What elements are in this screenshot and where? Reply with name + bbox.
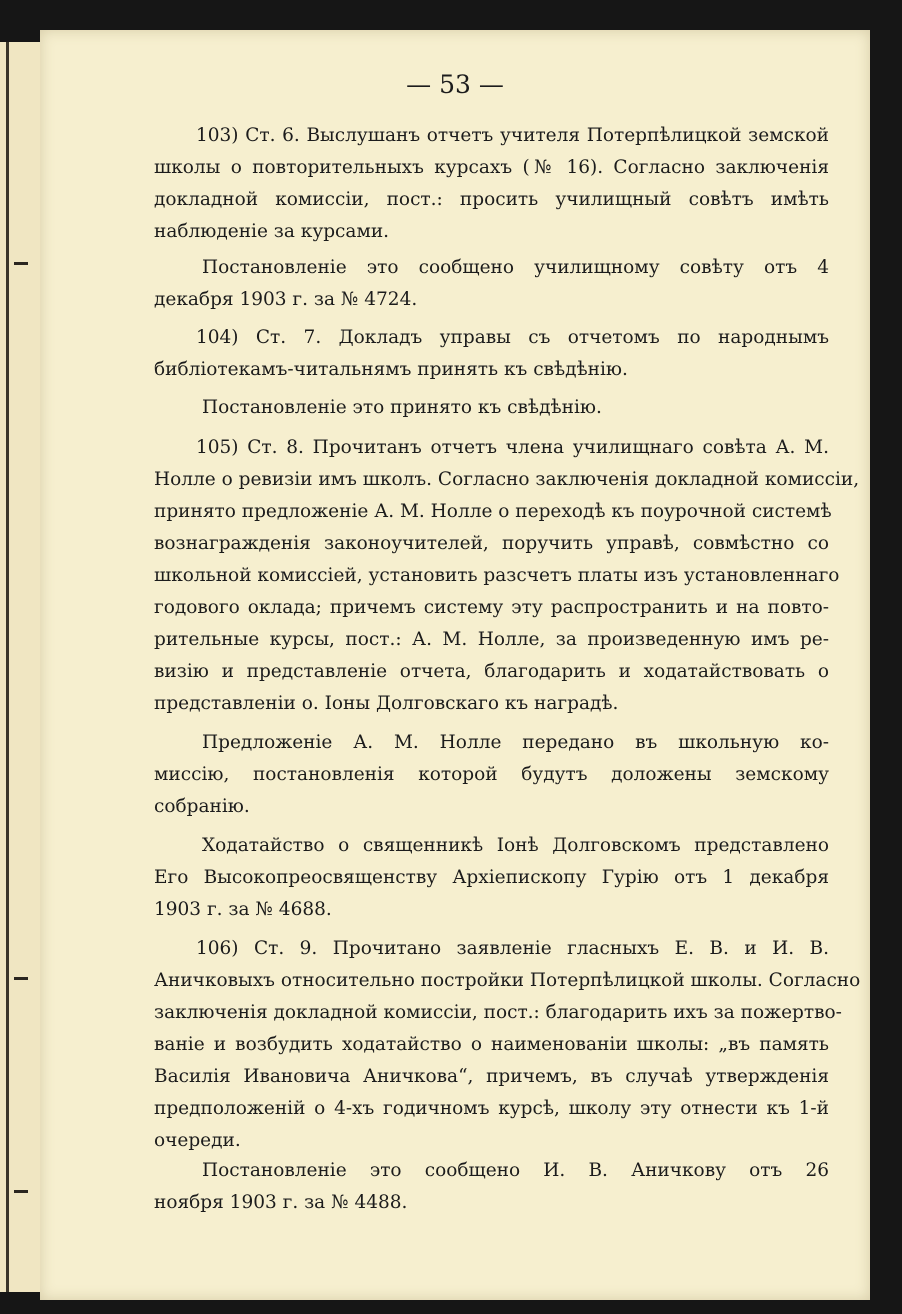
resolution-note	[154, 252, 829, 316]
text-line: очереди.	[154, 1130, 241, 1151]
text-line: заключенія докладной комиссіи, пост.: благодарить ихъ за пожертво-	[154, 1002, 842, 1023]
page-number: — 53 —	[406, 70, 504, 99]
resolution-note	[154, 1155, 829, 1219]
text-line: докладной комиссіи, пост.: просить училищный совѣтъ имѣть	[154, 189, 829, 210]
text-line: Нолле о ревизіи имъ школъ. Согласно заключенія докладной комиссіи,	[154, 469, 860, 490]
paragraph-103	[154, 120, 829, 248]
page-spine	[6, 42, 9, 1292]
text-line: ноября 1903 г. за № 4488.	[154, 1192, 408, 1213]
facing-page-edge	[0, 42, 41, 1292]
text-line: Ходатайство о священникѣ Іонѣ Долговскомъ представлено	[202, 835, 829, 856]
text-line: рительные курсы, пост.: А. М. Нолле, за произведенную имъ ре-	[154, 629, 829, 650]
paragraph-106	[154, 933, 861, 1157]
text-line: Его Высокопреосвященству Архіепископу Гурію отъ 1 декабря	[154, 867, 829, 888]
text-line: 105) Ст. 8. Прочитанъ отчетъ члена училищнаго совѣта А. М.	[196, 437, 829, 458]
text-line: представленіи о. Іоны Долговскаго къ наградѣ.	[154, 693, 619, 714]
text-line: Василія Ивановича Аничкова“, причемъ, въ случаѣ утвержденія	[154, 1066, 829, 1087]
paragraph-105	[154, 432, 860, 720]
text-line: библіотекамъ-читальнямъ принять къ свѣдѣнію.	[154, 359, 628, 380]
margin-mark	[14, 262, 28, 265]
text-line: визію и представленіе отчета, благодарить и ходатайствовать о	[154, 661, 829, 682]
text-line: Предложеніе А. М. Нолле передано въ школьную ко-	[202, 732, 829, 753]
text-line: школы о повторительныхъ курсахъ (№ 16). Согласно заключенія	[154, 157, 829, 178]
resolution-note	[154, 727, 829, 823]
text-line: 103) Ст. 6. Выслушанъ отчетъ учителя Потерпѣлицкой земской	[196, 125, 829, 146]
margin-mark	[14, 1190, 28, 1193]
paragraph-104	[154, 322, 829, 386]
text-line: декабря 1903 г. за № 4724.	[154, 289, 418, 310]
margin-mark	[14, 977, 28, 980]
text-line: Постановленіе это принято къ свѣдѣнію.	[202, 397, 602, 418]
text-line: принято предложеніе А. М. Нолле о переходѣ къ поурочной системѣ	[154, 501, 832, 522]
resolution-note	[154, 830, 829, 926]
text-line: 104) Ст. 7. Докладъ управы съ отчетомъ по народнымъ	[196, 327, 829, 348]
text-line: 106) Ст. 9. Прочитано заявленіе гласныхъ Е. В. и И. В.	[196, 938, 829, 959]
text-line: Постановленіе это сообщено И. В. Аничкову отъ 26	[202, 1160, 829, 1181]
text-line: годового оклада; причемъ систему эту распространить и на повто-	[154, 597, 829, 618]
text-line: предположеній о 4-хъ годичномъ курсѣ, школу эту отнести къ 1-й	[154, 1098, 829, 1119]
text-line: Аничковыхъ относительно постройки Потерпѣлицкой школы. Согласно	[154, 970, 861, 991]
text-line: 1903 г. за № 4688.	[154, 899, 332, 920]
text-line: вознагражденія законоучителей, поручить управѣ, совмѣстно со	[154, 533, 829, 554]
text-line: школьной комиссіей, установить разсчетъ платы изъ установленнаго	[154, 565, 840, 586]
text-line: собранію.	[154, 796, 250, 817]
text-line: наблюденіе за курсами.	[154, 221, 390, 242]
document-page	[40, 30, 870, 1300]
text-line: миссію, постановленія которой будутъ доложены земскому	[154, 764, 829, 785]
text-line: Постановленіе это сообщено училищному совѣту отъ 4	[202, 257, 829, 278]
resolution-note	[154, 392, 829, 424]
text-line: ваніе и возбудить ходатайство о наименованіи школы: „въ память	[154, 1034, 829, 1055]
